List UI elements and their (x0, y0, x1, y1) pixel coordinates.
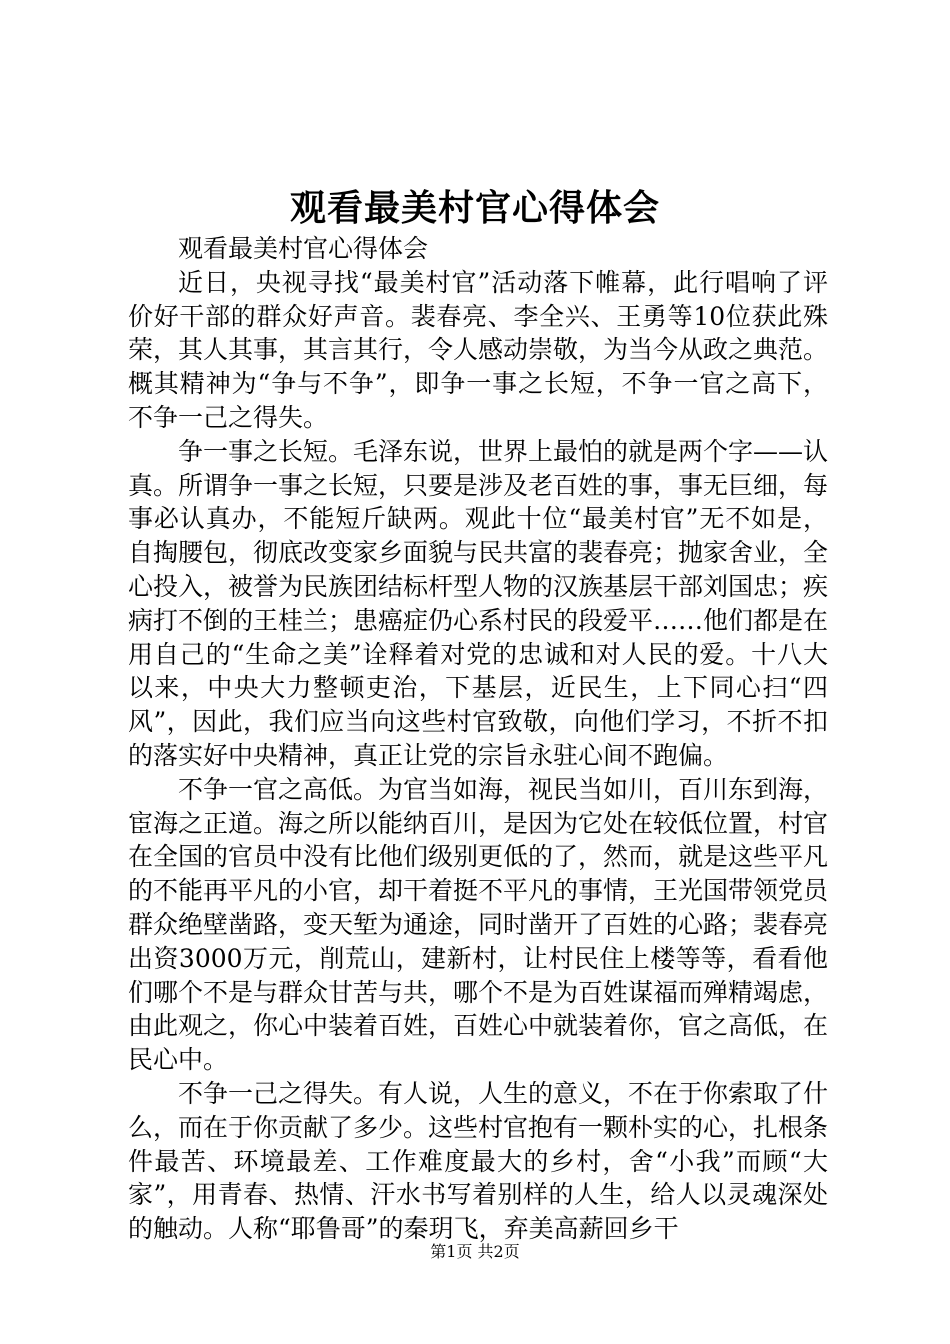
document-title: 观看最美村官心得体会 (289, 187, 660, 229)
paragraph-section-1: 争一事之长短。毛泽东说，世界上最怕的就是两个字——认真。所谓争一事之长短，只要是涉及老百姓的事，事无巨细，每事必认真办，不能短斤缺两。观此十位“最美村官”无不如是，自掏腰包，彻底改变家乡面貌与民共富的裴春亮；抛家舍业，全心投入，被誉为民族团结标杆型人物的汉族基层干部刘国忠；疾病打不倒的王桂兰；患癌症仍心系村民的段爱平……他们都是在用自己的“生命之美”诠释着对党的忠诚和对人民的爱。十八大以来，中央大力整顿吏治，下基层，近民生，上下同心扫“四风”，因此，我们应当向这些村官致敬，向他们学习，不折不扣的落实好中央精神，真正让党的宗旨永驻心间不跑偏。 (128, 436, 829, 770)
document-body (128, 232, 828, 1246)
page-number-footer: 第1页 共2页 (430, 1242, 520, 1261)
paragraph-subtitle: 观看最美村官心得体会 (178, 234, 429, 263)
paragraph-section-3: 不争一己之得失。有人说，人生的意义，不在于你索取了什么，而在于你贡献了多少。这些村官抱有一颗朴实的心，扎根条件最苦、环境最差、工作难度最大的乡村，舍“小我”而顾“大家”，用青春、热情、汗水书写着别样的人生，给人以灵魂深处的触动。人称“耶鲁哥”的秦玥飞，弃美高薪回乡干 (128, 1078, 829, 1244)
paragraph-section-2: 不争一官之高低。为官当如海，视民当如川，百川东到海，宦海之正道。海之所以能纳百川，是因为它处在较低位置，村官在全国的官员中没有比他们级别更低的了，然而，就是这些平凡的不能再平凡的小官，却干着挺不平凡的事情，王光国带领党员群众绝壁凿路，变天堑为通途，同时凿开了百姓的心路；裴春亮出资3000万元，削荒山，建新村，让村民住上楼等等，看看他们哪个不是与群众甘苦与共，哪个不是为百姓谋福而殚精竭虑，由此观之，你心中装着百姓，百姓心中就装着你，官之高低，在民心中。 (128, 774, 829, 1075)
paragraph-intro: 近日，央视寻找“最美村官”活动落下帷幕，此行唱响了评价好干部的群众好声音。裴春亮、李全兴、王勇等10位获此殊荣，其人其事，其言其行，令人感动崇敬，为当今从政之典范。概其精神为“争与不争”，即争一事之长短，不争一官之高下，不争一己之得失。 (128, 267, 829, 432)
